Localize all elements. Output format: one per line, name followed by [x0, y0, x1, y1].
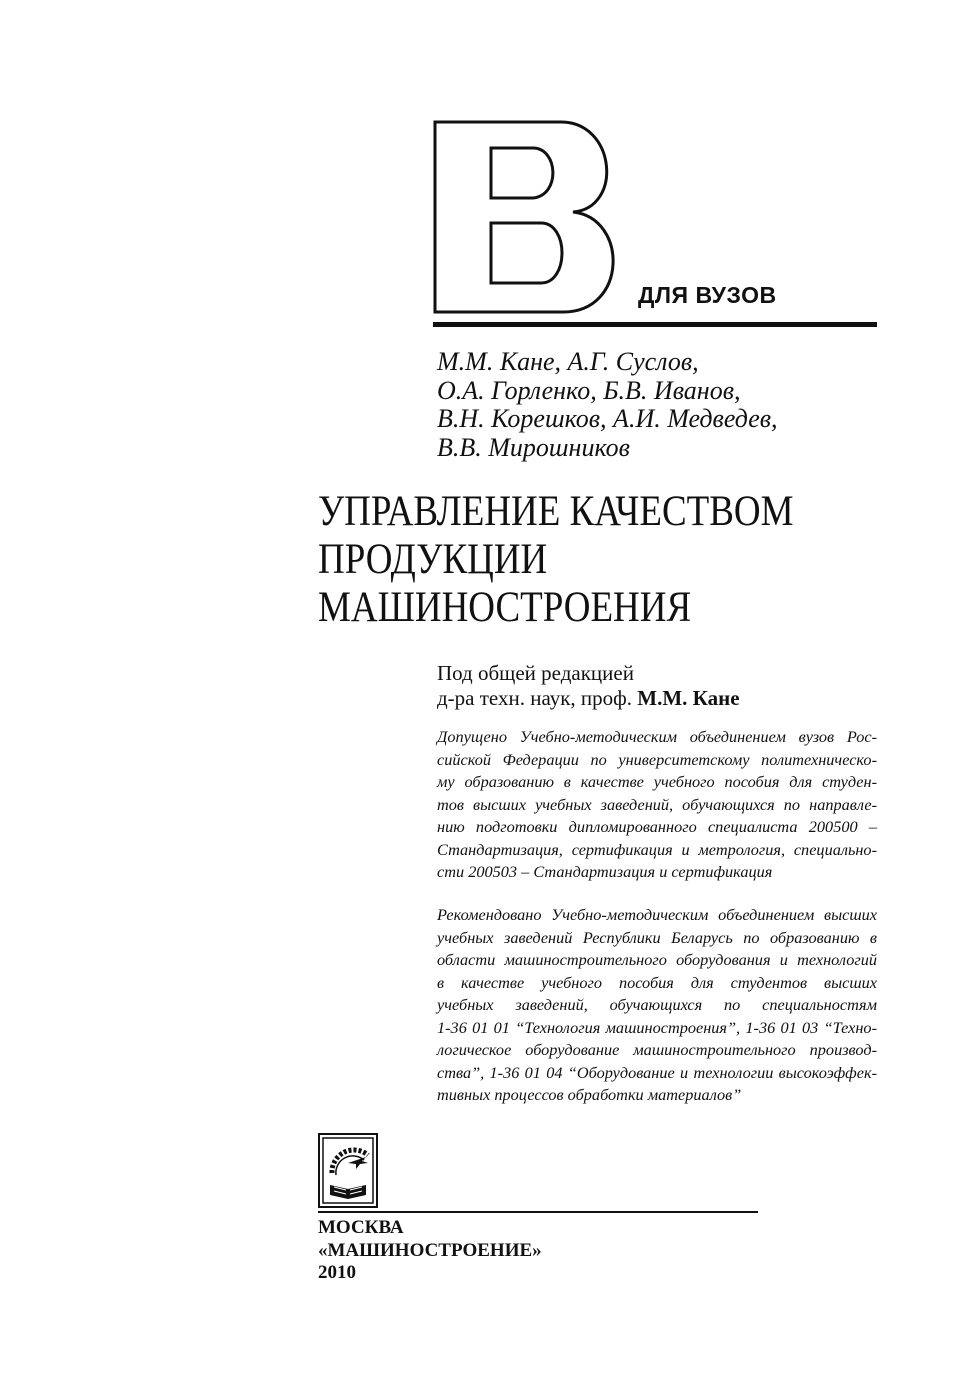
series-label: ДЛЯ ВУЗОВ	[638, 282, 777, 308]
publisher-name: «МАШИНОСТРОЕНИЕ»	[318, 1239, 542, 1261]
approval-line: му образованию в качестве учебного пособия для студен-	[437, 772, 877, 791]
approval-line: Стандартизация, сертификация и метрология, специально-	[437, 839, 877, 859]
approval-line: тивных процессов обработки материалов”	[437, 1085, 742, 1104]
editor-degree: д-ра техн. наук, проф.	[437, 686, 638, 710]
approval-line: сийской Федерации по университетскому политехническо-	[437, 749, 877, 769]
approval-russia	[437, 726, 877, 884]
editor-line-1: Под общей редакцией	[437, 661, 634, 685]
approval-line: сти 200503 – Стандартизация и сертификация	[437, 862, 773, 881]
approval-line: тов высших учебных заведений, обучающихся по направле-	[437, 794, 877, 814]
editor-line-2	[437, 686, 740, 711]
approval-line: нию подготовки дипломированного специалиста 200500 –	[437, 817, 877, 836]
author-line: М.М. Кане, А.Г. Суслов,	[437, 347, 699, 376]
title-line: ПРОДУКЦИИ	[318, 536, 548, 583]
publisher-emblem-icon	[318, 1133, 378, 1208]
author-line: О.А. Горленко, Б.В. Иванов,	[437, 375, 741, 405]
approval-line: логическое оборудование машиностроительного производ-	[437, 1040, 877, 1059]
author-line: В.Н. Корешков, А.И. Медведев,	[437, 404, 778, 433]
approval-line: ства”, 1-36 01 04 “Оборудование и технологии высокоэффек-	[437, 1062, 877, 1082]
editor-credit	[437, 661, 740, 711]
approval-line: учебных заведений, обучающихся по специальностям	[437, 995, 877, 1014]
title-line: УПРАВЛЕНИЕ КАЧЕСТВОМ	[318, 488, 794, 535]
publisher-divider	[318, 1211, 758, 1213]
series-logo-icon	[433, 120, 633, 315]
series-divider	[433, 322, 877, 327]
author-line: В.В. Мирошников	[437, 432, 630, 462]
book-title	[318, 488, 918, 632]
approval-line: учебных заведений Республики Беларусь по образованию в	[437, 927, 877, 947]
approval-belarus	[437, 904, 877, 1107]
editor-name: М.М. Кане	[637, 686, 740, 710]
publisher-city: МОСКВА	[318, 1217, 404, 1238]
authors	[437, 348, 877, 462]
publisher-imprint	[318, 1217, 542, 1285]
approval-line: Рекомендовано Учебно-методическим объединением высших	[437, 905, 877, 924]
publication-year: 2010	[318, 1262, 356, 1283]
approval-line: в качестве учебного пособия для студентов высших	[437, 972, 877, 992]
approval-line: 1-36 01 01 “Технология машиностроения”, 1-36 01 03 “Техно-	[437, 1017, 877, 1037]
approval-line: области машиностроительного оборудования и технологий	[437, 950, 877, 969]
title-line: МАШИНОСТРОЕНИЯ	[318, 584, 692, 631]
approval-line: Допущено Учебно-методическим объединением вузов Рос-	[437, 727, 877, 746]
